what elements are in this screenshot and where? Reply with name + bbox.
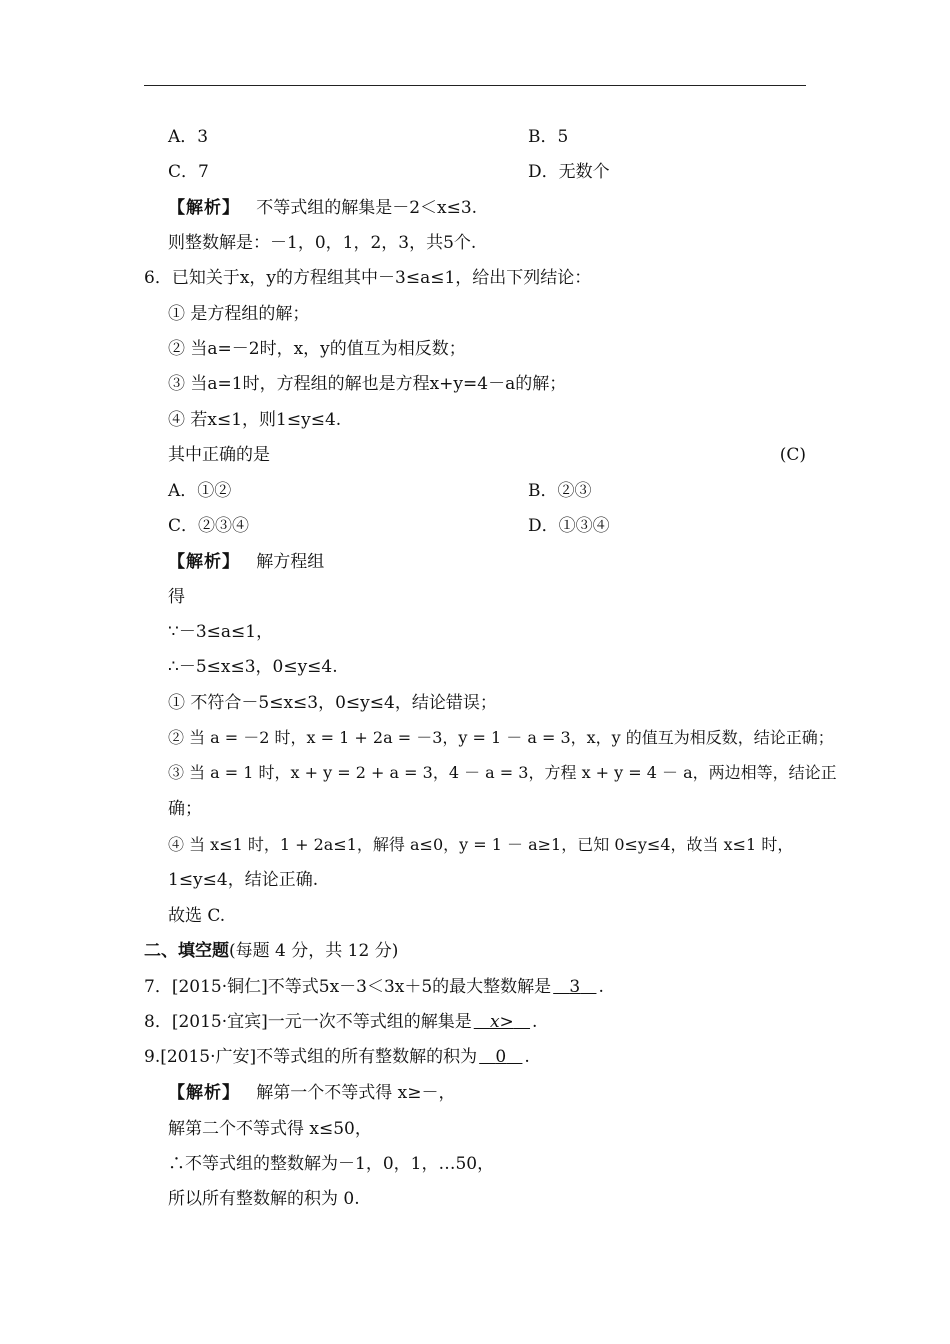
q9-analysis-3: 所以所有整数解的积为 0. bbox=[168, 1189, 360, 1209]
q9-answer: 0 bbox=[495, 1047, 507, 1067]
q6-analysis-5: ② 当 a = －2 时，x = 1 + 2a = －3，y = 1 － a = 3，x，y 的值互为相反数，结论正确； bbox=[168, 728, 834, 747]
q8-end: . bbox=[532, 1012, 538, 1032]
q6-answer: (C) bbox=[779, 445, 806, 465]
q5-analysis-text: 不等式组的解集是－2＜x≤3. bbox=[256, 198, 478, 218]
q6-analysis-8: ④ 当 x≤1 时，1 + 2a≤1，解得 a≤0，y = 1 － a≥1，已知 0≤y≤4，故当 x≤1 时， bbox=[168, 835, 794, 854]
section-heading bbox=[144, 940, 398, 964]
q9-analysis-1: 解第二个不等式得 x≤50， bbox=[168, 1119, 372, 1139]
q9-analysis-text: 解第一个不等式得 x≥－， bbox=[256, 1083, 456, 1103]
analysis-tag: 【解析】 bbox=[168, 198, 240, 218]
section-title: 二、填空题 bbox=[144, 941, 229, 961]
q6-analysis-4: ① 不符合－5≤x≤3，0≤y≤4，结论错误； bbox=[168, 693, 497, 713]
q6-analysis-3: ∴－5≤x≤3，0≤y≤4. bbox=[168, 657, 338, 677]
q6-analysis-text: 解方程组 bbox=[256, 552, 325, 572]
section-note: (每题 4 分，共 12 分) bbox=[229, 941, 399, 961]
q5-option-d: D．无数个 bbox=[528, 162, 610, 182]
q7-answer: 3 bbox=[569, 977, 581, 997]
q6-conclusion-3: ③ 当a=1时，方程组的解也是方程x+y=4－a的解； bbox=[168, 374, 567, 394]
q6-stem: 6．已知关于x，y的方程组其中－3≤a≤1，给出下列结论： bbox=[144, 268, 592, 288]
q6-conclusion-2: ② 当a=－2时，x，y的值互为相反数； bbox=[168, 339, 466, 359]
q6-analysis-2: ∵－3≤a≤1， bbox=[168, 622, 274, 642]
q6-analysis-9: 1≤y≤4，结论正确. bbox=[168, 870, 319, 890]
q9-text: 9.[2015·广安]不等式组的所有整数解的积为 bbox=[144, 1047, 478, 1067]
q7-text: 7．[2015·铜仁]不等式5x－3＜3x＋5的最大整数解是 bbox=[144, 977, 552, 997]
q8-stem bbox=[144, 1011, 537, 1035]
q5-option-c: C．7 bbox=[168, 162, 209, 182]
q6-option-d: D．①③④ bbox=[528, 516, 610, 536]
q6-option-c: C．②③④ bbox=[168, 516, 250, 536]
q7-answer-blank bbox=[551, 977, 598, 997]
q5-option-a: A．3 bbox=[168, 127, 209, 147]
analysis-tag: 【解析】 bbox=[168, 1083, 240, 1103]
q9-analysis-line bbox=[168, 1082, 455, 1106]
q8-answer: x> bbox=[489, 1012, 514, 1032]
q6-conclusion-1: ① 是方程组的解； bbox=[168, 304, 310, 324]
q6-analysis-6: ③ 当 a = 1 时，x + y = 2 + a = 3，4 － a = 3，方程 x + y = 4 － a，两边相等，结论正 bbox=[168, 763, 837, 782]
q6-option-a: A．①② bbox=[168, 481, 232, 501]
q7-end: . bbox=[598, 977, 604, 997]
q9-analysis-2: ∴不等式组的整数解为－1，0，1，…50， bbox=[168, 1154, 495, 1174]
q6-question: 其中正确的是 bbox=[168, 445, 270, 465]
q6-option-b: B．②③ bbox=[528, 481, 592, 501]
q9-answer-blank bbox=[477, 1047, 524, 1067]
q6-analysis-1: 得 bbox=[168, 587, 185, 607]
q7-stem bbox=[144, 976, 604, 1000]
q6-analysis-7: 确； bbox=[168, 799, 202, 819]
q9-stem bbox=[144, 1046, 530, 1070]
q8-answer-blank bbox=[472, 1012, 532, 1032]
analysis-tag: 【解析】 bbox=[168, 552, 240, 572]
q6-conclusion-4: ④ 若x≤1，则1≤y≤4. bbox=[168, 410, 342, 430]
q6-analysis-10: 故选 C. bbox=[168, 906, 226, 926]
q5-option-b: B．5 bbox=[528, 127, 569, 147]
q9-end: . bbox=[524, 1047, 530, 1067]
q6-analysis-line bbox=[168, 551, 324, 575]
q5-analysis-line bbox=[168, 197, 477, 221]
q8-text: 8．[2015·宜宾]一元一次不等式组的解集是 bbox=[144, 1012, 472, 1032]
header-rule bbox=[144, 85, 806, 86]
q5-analysis-text-2: 则整数解是：－1，0，1，2，3，共5个. bbox=[168, 233, 477, 253]
